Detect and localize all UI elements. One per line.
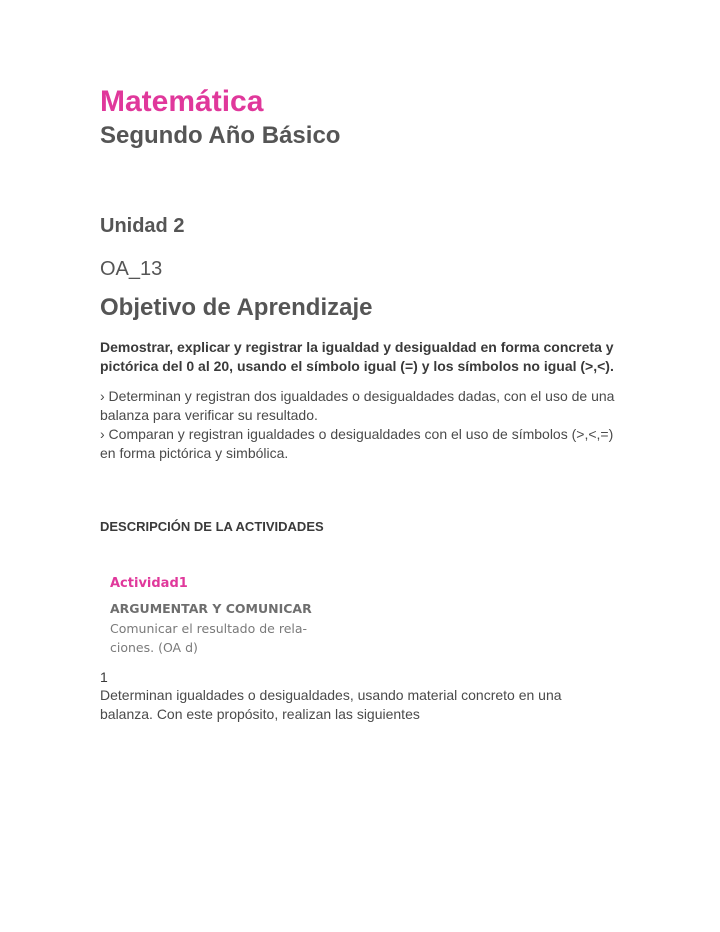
page-title: Matemática [100,85,264,118]
activity-title: Actividad1 [110,576,188,591]
objective-code: OA_13 [100,258,163,280]
activities-heading: DESCRIPCIÓN DE LA ACTIVIDADES [100,519,324,534]
activity-number: 1 [100,669,108,685]
page-subtitle: Segundo Año Básico [100,122,341,149]
indicator-item: › Comparan y registran igualdades o desigualdades con el uso de símbolos (>,<,=) en forma pictórica y simbólica. [100,426,614,461]
indicator-list [100,387,625,463]
activity-text: Determinan igualdades o desigualdades, usando material concreto en una balanza. Con este propósito, realizan las siguientes [100,687,562,722]
activity-card [110,573,340,657]
objective-heading: Objetivo de Aprendizaje [100,294,373,321]
indicator-item: › Determinan y registran dos igualdades o desigualdades dadas, con el uso de una balanza para verificar su resultado. [100,388,615,423]
unit-label: Unidad 2 [100,215,185,237]
activity-skill: ARGUMENTAR Y COMUNICAR [110,601,312,616]
activity-description: Comunicar el resultado de rela-ciones. (OA d) [110,621,308,655]
objective-text: Demostrar, explicar y registrar la igualdad y desigualdad en forma concreta y pictórica del 0 al 20, usando el símbolo igual (=) y los símbolos no igual (>,<). [100,339,614,374]
